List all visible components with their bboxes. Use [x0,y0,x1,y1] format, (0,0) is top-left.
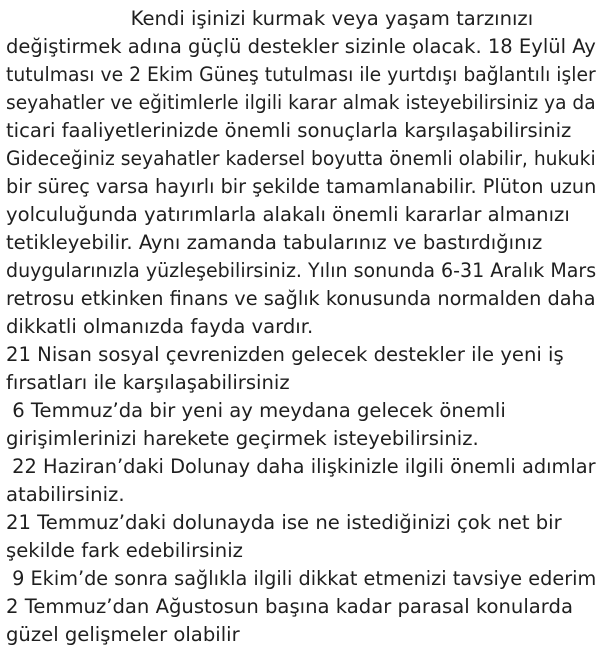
text-line: seyahatler ve eğitimlerle ilgili karar almak isteyebilirsiniz ya da [6,91,596,114]
text-line: dikkatli olmanızda fayda vardır. [6,315,314,338]
text-line: 2 Temmuz’dan Ağustosun başına kadar parasal konularda [6,595,573,618]
text-line: 21 Temmuz’daki dolunayda ise ne istediğinizi çok net bir [6,511,562,534]
text-line: 6 Temmuz’da bir yeni ay meydana gelecek önemli [6,399,506,422]
text-line: ticari faaliyetlerinizde önemli sonuçlarla karşılaşabilirsiniz [6,119,572,142]
text-line: atabilirsiniz. [6,483,125,506]
text-line: tetikleyebilir. Aynı zamanda tabularınız ve bastırdığınız [6,231,543,254]
text-line: 22 Haziran’daki Dolunay daha ilişkinizle ilgili önemli adımlar [6,455,596,478]
text-line: güzel gelişmeler olabilir [6,623,240,646]
text-line: şekilde fark edebilirsiniz [6,539,243,562]
text-line: yolculuğunda yatırımlarla alakalı önemli kararlar almanızı [6,203,570,226]
text-line: duygularınızla yüzleşebilirsiniz. Yılın sonunda 6-31 Aralık Mars [6,259,597,282]
text-line: retrosu etkinken finans ve sağlık konusunda normalden daha [6,287,596,310]
text-line: Gideceğiniz seyahatler kadersel boyutta önemli olabilir, hukuki [6,147,596,170]
text-line: Kendi işinizi kurmak veya yaşam tarzınızı [6,7,534,30]
text-line: girişimlerinizi harekete geçirmek isteyebilirsiniz. [6,427,479,450]
text-line: 21 Nisan sosyal çevrenizden gelecek destekler ile yeni iş [6,343,564,366]
text-line: tutulması ve 2 Ekim Güneş tutulması ile yurtdışı bağlantılı işler [6,63,596,86]
text-line: fırsatları ile karşılaşabilirsiniz [6,371,290,394]
text-line: 9 Ekim’de sonra sağlıkla ilgili dikkat etmenizi tavsiye ederim [6,567,597,590]
text-line: bir süreç varsa hayırlı bir şekilde tamamlanabilir. Plüton uzun [6,175,597,198]
text-line: değiştirmek adına güçlü destekler sizinle olacak. 18 Eylül Ay [6,35,596,58]
